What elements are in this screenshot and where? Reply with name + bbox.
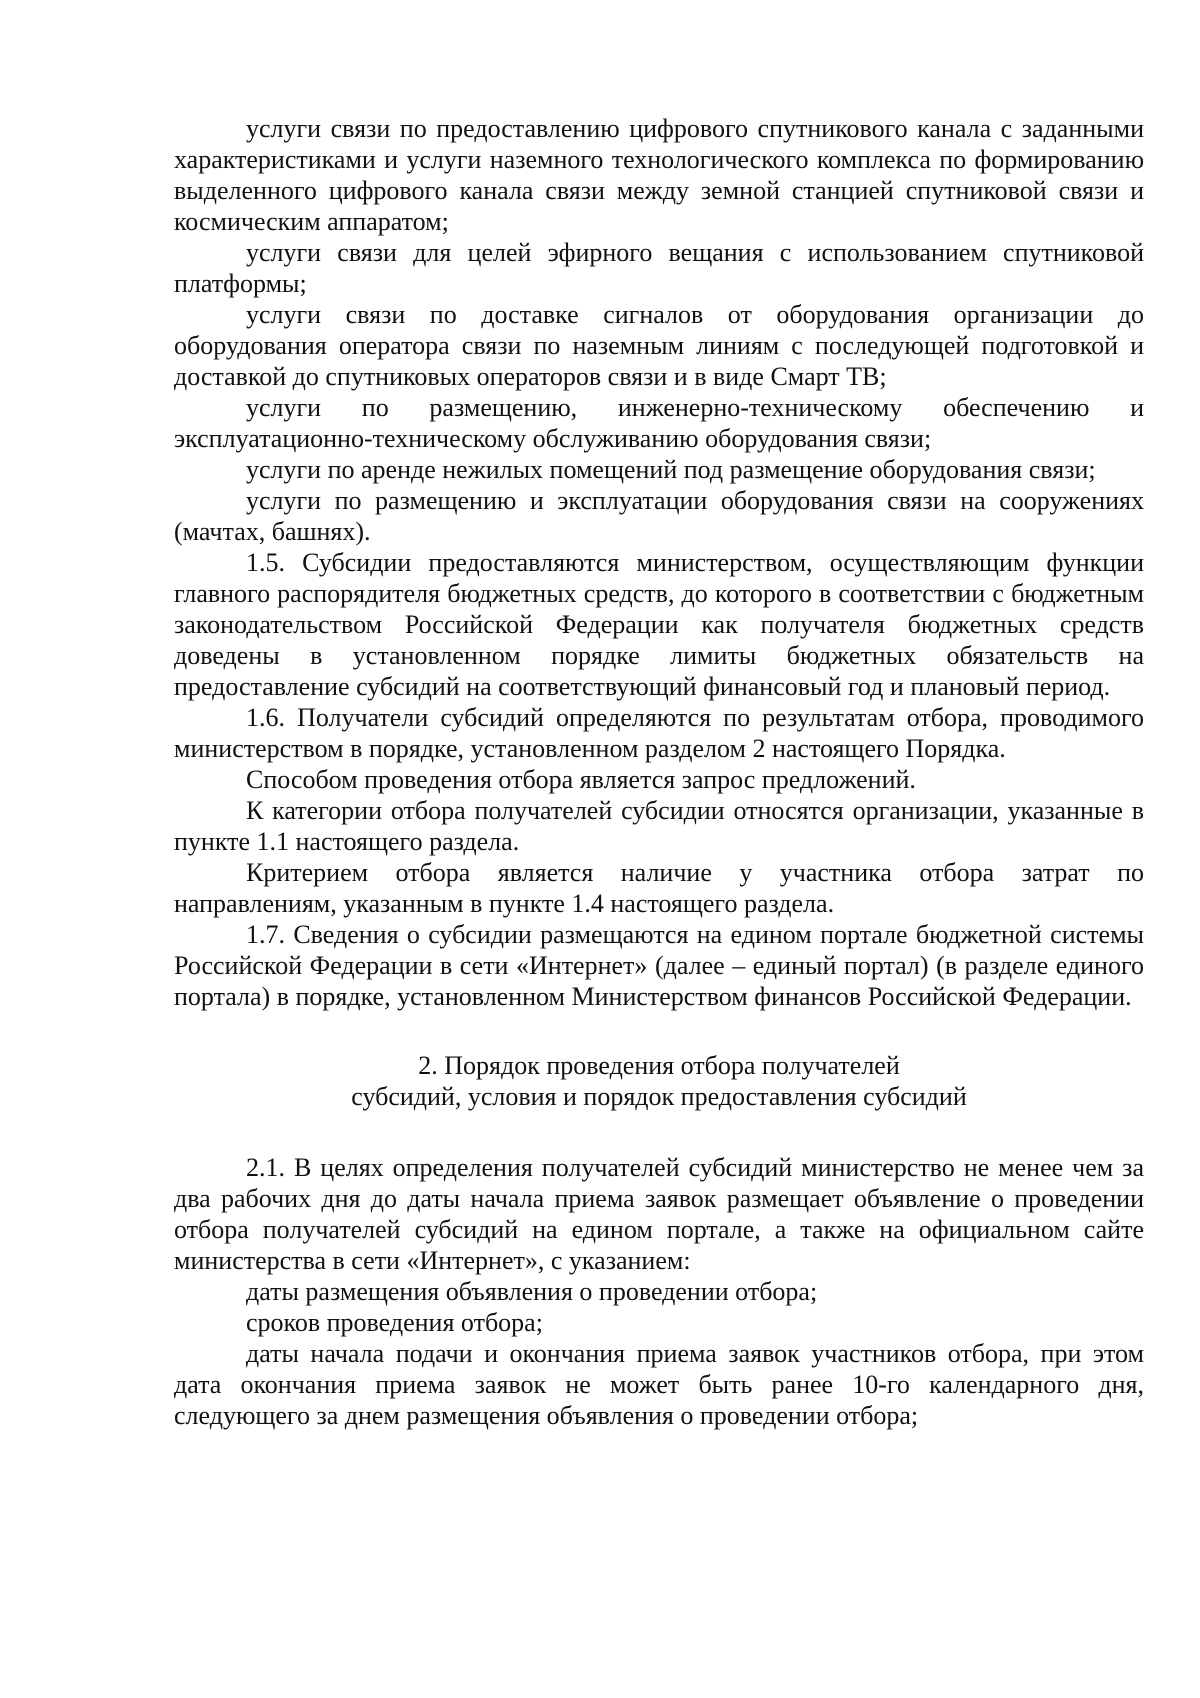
paragraph: услуги связи для целей эфирного вещания с использованием спутниковой платформы; — [174, 238, 1144, 298]
document-page — [174, 113, 1144, 1431]
paragraph: Способом проведения отбора является запрос предложений. — [246, 765, 916, 794]
paragraph: даты начала подачи и окончания приема заявок участников отбора, при этом дата окончания приема заявок не может быть ранее 10-го календарного дня, следующего за днем размещения объявления о проведении отбора; — [174, 1339, 1144, 1430]
paragraph: Критерием отбора является наличие у участника отбора затрат по направлениям, указанным в пункте 1.4 настоящего раздела. — [174, 858, 1144, 918]
paragraph: даты размещения объявления о проведении отбора; — [246, 1277, 818, 1306]
paragraph: К категории отбора получателей субсидии относятся организации, указанные в пункте 1.1 настоящего раздела. — [174, 796, 1144, 856]
spacer — [174, 1012, 1144, 1050]
section-heading-line-1: 2. Порядок проведения отбора получателей — [418, 1051, 900, 1080]
paragraph: сроков проведения отбора; — [246, 1308, 543, 1337]
paragraph-2-1: 2.1. В целях определения получателей субсидий министерство не менее чем за два рабочих дня до даты начала приема заявок размещает объявление о проведении отбора получателей субсидий на едином портале, а также на официальном сайте министерства в сети «Интернет», с указанием: — [174, 1153, 1144, 1275]
paragraph: услуги связи по предоставлению цифрового спутникового канала с заданными характеристиками и услуги наземного технологического комплекса по формированию выделенного цифрового канала связи между земной станцией спутниковой связи и космическим аппаратом; — [174, 114, 1144, 236]
paragraph: услуги по размещению и эксплуатации оборудования связи на сооружениях (мачтах, башнях). — [174, 486, 1144, 546]
paragraph-1-6: 1.6. Получатели субсидий определяются по результатам отбора, проводимого министерством в порядке, установленном разделом 2 настоящего Порядка. — [174, 703, 1144, 763]
paragraph: услуги по аренде нежилых помещений под размещение оборудования связи; — [246, 455, 1096, 484]
section-heading-line-2: субсидий, условия и порядок предоставления субсидий — [351, 1082, 967, 1111]
paragraph: услуги связи по доставке сигналов от оборудования организации до оборудования оператора связи по наземным линиям с последующей подготовкой и доставкой до спутниковых операторов связи и в виде Смарт ТВ; — [174, 300, 1144, 391]
spacer — [174, 1112, 1144, 1152]
paragraph-1-5: 1.5. Субсидии предоставляются министерством, осуществляющим функции главного распорядителя бюджетных средств, до которого в соответствии с бюджетным законодательством Российской Федерации как получателя бюджетных средств доведены в установленном порядке лимиты бюджетных обязательств на предоставление субсидий на соответствующий финансовый год и плановый период. — [174, 548, 1144, 701]
paragraph-1-7: 1.7. Сведения о субсидии размещаются на едином портале бюджетной системы Российской Федерации в сети «Интернет» (далее – единый портал) (в разделе единого портала) в порядке, установленном Министерством финансов Российской Федерации. — [174, 920, 1144, 1011]
paragraph: услуги по размещению, инженерно-техническому обеспечению и эксплуатационно-техническому обслуживанию оборудования связи; — [174, 393, 1144, 453]
